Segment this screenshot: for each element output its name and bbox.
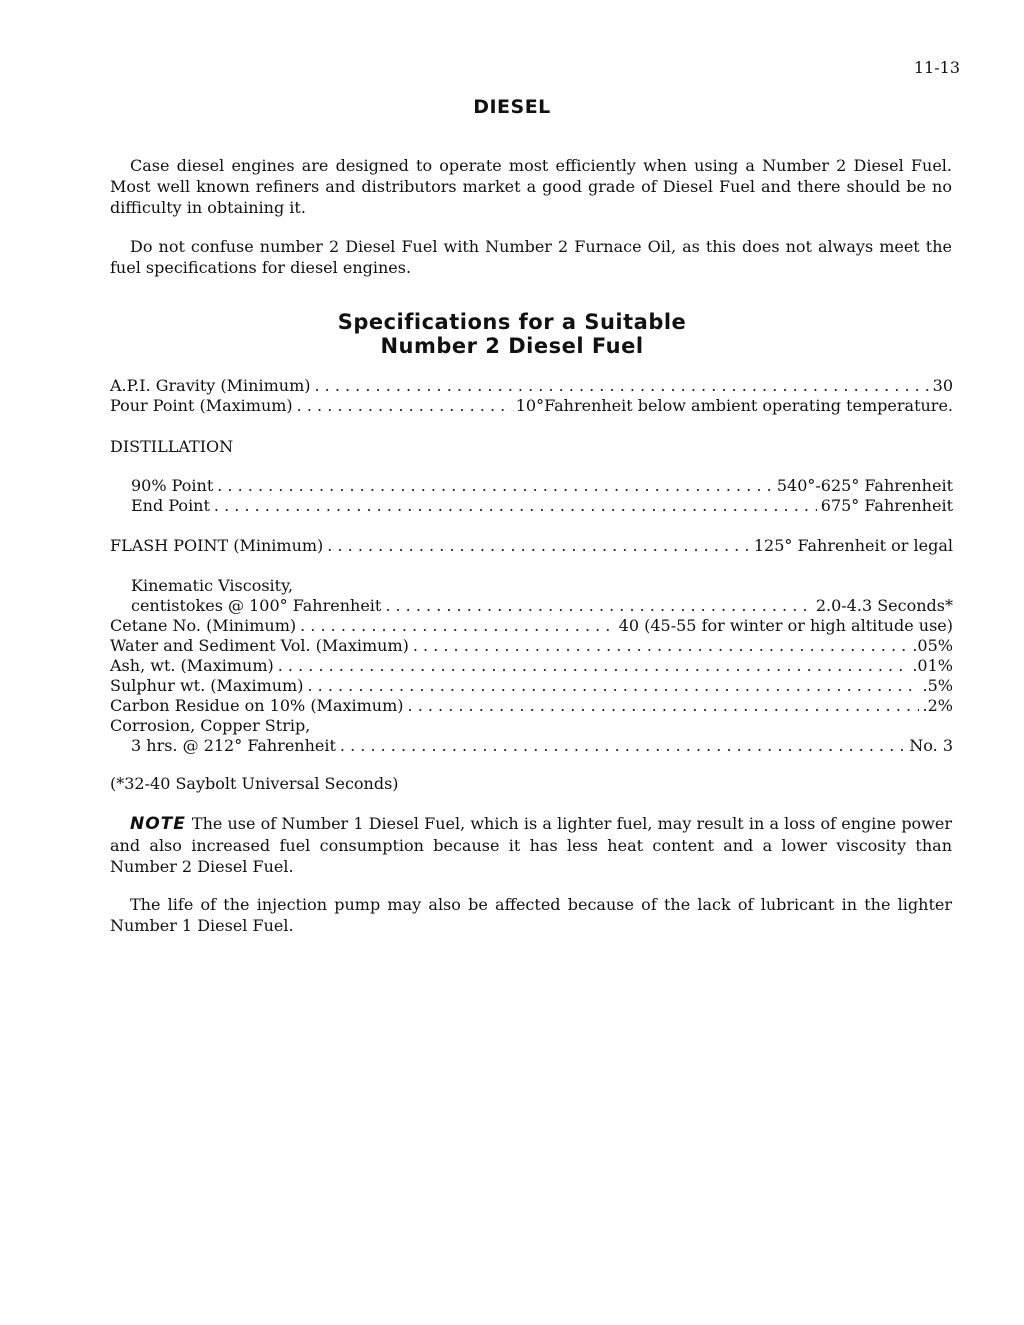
spec-label: centistokes @ 100° Fahrenheit [131,596,382,615]
spec-heading-line-2: Number 2 Diesel Fuel [380,334,644,358]
spec-value: .05% [912,636,953,655]
intro-paragraph-2-text: Do not confuse number 2 Diesel Fuel with Number 2 Furnace Oil, as this does not always meet the fuel specifications for diesel engines. [110,237,952,277]
spec-row-corrosion [131,736,953,756]
distillation-heading: DISTILLATION [110,437,234,456]
spec-label: Water and Sediment Vol. (Maximum) [110,636,409,655]
spec-row-90-point [131,476,953,496]
spec-label: Ash, wt. (Maximum) [110,656,274,675]
dot-leader [278,656,909,676]
spec-label: Carbon Residue on 10% (Maximum) [110,696,404,715]
spec-value: 540°-625° Fahrenheit [776,476,953,495]
page-number: 11-13 [913,58,960,77]
dot-leader [217,476,773,496]
spec-row-ash [110,656,953,676]
kinematic-viscosity-heading: Kinematic Viscosity, [131,576,294,595]
spec-value: 30 [932,376,953,395]
intro-paragraph-2 [110,236,952,278]
spec-value: No. 3 [909,736,953,755]
spec-value: .5% [922,676,953,695]
dot-leader [327,536,750,556]
dot-leader [413,636,908,656]
spec-row-flash-point [110,536,953,556]
dot-leader [340,736,905,756]
dot-leader [307,676,918,696]
spec-label: 90% Point [131,476,214,495]
spec-label: Sulphur wt. (Maximum) [110,676,304,695]
spec-label: End Point [131,496,210,515]
dot-leader [297,396,512,416]
spec-value: 675° Fahrenheit [820,496,953,515]
spec-row-water-sediment [110,636,953,656]
spec-value: 40 (45-55 for winter or high altitude use) [618,616,953,635]
spec-row-kinematic-viscosity [131,596,953,616]
footnote: (*32-40 Saybolt Universal Seconds) [110,774,399,793]
spec-label: Cetane No. (Minimum) [110,616,297,635]
spec-row-sulphur [110,676,953,696]
closing-paragraph-text: The life of the injection pump may also be affected because of the lack of lubricant in the lighter Number 1 Diesel Fuel. [110,895,952,935]
spec-heading [0,310,1024,358]
dot-leader [314,376,928,396]
dot-leader [408,696,919,716]
closing-paragraph [110,894,952,936]
spec-label: 3 hrs. @ 212° Fahrenheit [131,736,336,755]
spec-row-cetane [110,616,953,636]
spec-label: A.P.I. Gravity (Minimum) [110,376,311,395]
spec-row-pour-point [110,396,953,416]
intro-paragraph-1 [110,155,952,218]
spec-row-end-point [131,496,953,516]
spec-value: 2.0-4.3 Seconds* [815,596,953,615]
dot-leader [214,496,817,516]
intro-paragraph-1-text: Case diesel engines are designed to operate most efficiently when using a Number 2 Diesel Fuel. Most well known refiners and distributors market a good grade of Diesel Fuel and there should be no difficulty in obtaining it. [110,156,952,217]
spec-row-carbon-residue [110,696,953,716]
dot-leader [300,616,615,636]
page-title: DIESEL [473,96,551,118]
spec-value: 125° Fahrenheit or legal [753,536,953,555]
corrosion-heading: Corrosion, Copper Strip, [110,716,311,735]
note-mark: NOTE [130,814,186,834]
dot-leader [385,596,812,616]
spec-row-api-gravity [110,376,953,396]
spec-label: Pour Point (Maximum) [110,396,293,415]
spec-value: 10°Fahrenheit below ambient operating temperature. [515,396,953,415]
note-paragraph [110,813,952,877]
spec-label: FLASH POINT (Minimum) [110,536,324,555]
spec-value: .01% [912,656,953,675]
note-text: The use of Number 1 Diesel Fuel, which is a lighter fuel, may result in a loss of engine power and also increased fuel consumption because it has less heat content and a lower viscosity than Number 2 Diesel Fuel. [110,814,952,876]
spec-value: .2% [922,696,953,715]
spec-heading-line-1: Specifications for a Suitable [337,310,687,334]
